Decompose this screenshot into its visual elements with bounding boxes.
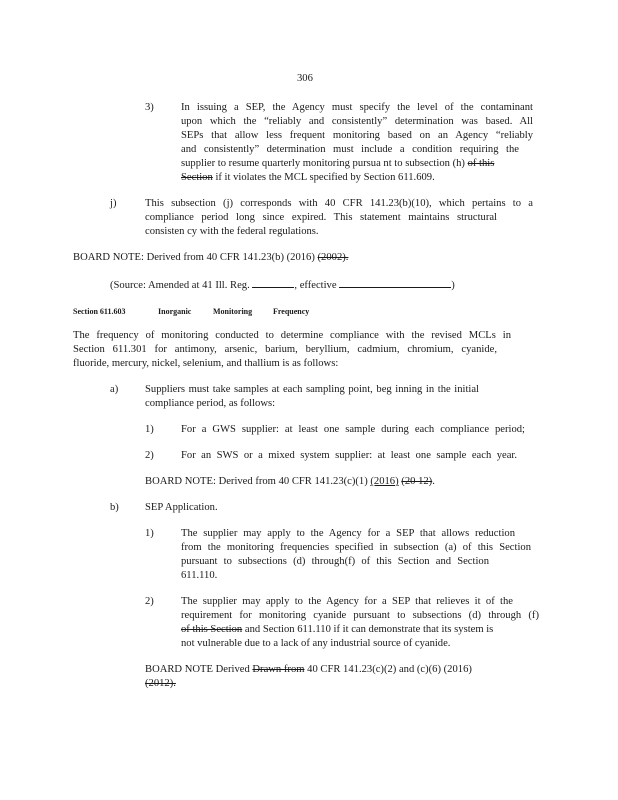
item-b-board-note-rest: 40 CFR 141.23(c)(2) and (c)(6) (2016) [307,664,472,675]
item-b2-line-3-text: and Section 611.110 if it can demonstrate that its system is [244,624,494,635]
item-a2-label: 2) [145,450,154,461]
item-b1-line-2: from the monitoring frequencies specified in subsection (a) of this Section [181,542,531,553]
item-b2-struck-text: of this Section [181,624,243,635]
item-b2-line-4: not vulnerable due to a lack of any industrial source of cyanide. [181,638,451,649]
item-j-line-2: compliance period long since expired. This statement maintains structural [145,212,497,223]
item-b1-line-1: The supplier may apply to the Agency for a SEP that allows reduction [181,528,515,539]
item-a-board-note-underlined: (2016) [370,476,399,487]
item-j-line-3: consisten cy with the federal regulations. [145,226,319,237]
source-suffix: ) [451,280,455,291]
item-3-struck-section: Section [181,172,213,183]
item-j-label: j) [110,198,117,209]
item-3-line-1: In issuing a SEP, the Agency must specify the level of the contaminant [181,102,533,113]
item-b-board-note-line-2 [145,677,176,692]
item-3-line-3: SEPs that allow less frequent monitoring based on an Agency “reliably [181,130,533,141]
item-b2-line-3 [181,623,493,638]
item-3-struck-text: of this [467,158,495,169]
board-note-1 [73,251,348,266]
item-a-line-2: compliance period, as follows: [145,398,276,409]
item-3-label: 3) [145,102,154,113]
section-heading-word-1: Inorganic [158,307,192,316]
item-b-board-note [145,663,472,678]
item-a2-text: For an SWS or a mixed system supplier: at least one sample each year. [181,450,517,461]
effective-date-blank [339,277,451,288]
source-prefix: (Source: Amended at 41 Ill. Reg. [110,280,250,291]
item-a-line-1: Suppliers must take samples at each sampling point, beg inning in the initial [145,384,479,395]
source-middle: , effective [294,280,337,291]
item-b1-line-3: pursuant to subsections (d) through(f) of this Section and Section [181,556,489,567]
intro-line-1: The frequency of monitoring conducted to determine compliance with the revised MCLs in [73,330,511,341]
item-b-board-note-prefix: BOARD NOTE Derived [145,664,250,675]
board-note-1-struck: (2002). [317,252,349,263]
item-b1-label: 1) [145,528,154,539]
section-heading-word-3: Frequency [273,307,310,316]
item-b2-label: 2) [145,596,154,607]
item-3-line-5-text: supplier to resume quarterly monitoring pursua nt to subsection (h) [181,158,465,169]
board-note-1-text: BOARD NOTE: Derived from 40 CFR 141.23(b) (2016) [73,252,315,263]
reg-blank [252,277,294,288]
item-a-board-note [145,475,435,490]
item-3-line-6 [181,171,435,186]
intro-line-3: fluoride, mercury, nickel, selenium, and thallium is as follows: [73,358,339,369]
page-number: 306 [297,73,313,84]
intro-line-2: Section 611.301 for antimony, arsenic, barium, beryllium, cadmium, chromium, cyanide, [73,344,497,355]
item-b-label: b) [110,502,119,513]
item-b-board-note-struck-year: (2012). [145,678,176,689]
item-a-board-note-text: BOARD NOTE: Derived from 40 CFR 141.23(c)(1) [145,476,368,487]
section-heading-word-2: Monitoring [213,307,253,316]
item-b1-line-4: 611.110. [181,570,218,581]
item-a-board-note-end: . [432,476,435,487]
item-b2-line-2: requirement for monitoring cyanide pursuant to subsections (d) through (f) [181,610,539,621]
item-3-line-4: and consistently” determination must include a condition requiring the [181,144,519,155]
item-a1-text: For a GWS supplier: at least one sample during each compliance period; [181,424,525,435]
item-j-line-1: This subsection (j) corresponds with 40 CFR 141.23(b)(10), which pertains to a [145,198,533,209]
item-3-line-5 [181,157,494,172]
item-b-board-note-struck: Drawn from [252,664,305,675]
item-a1-label: 1) [145,424,154,435]
item-b2-line-1: The supplier may apply to the Agency for a SEP that relieves it of the [181,596,513,607]
item-b-title: SEP Application. [145,502,218,513]
item-a-board-note-struck: (20 12) [401,476,433,487]
item-a-label: a) [110,384,119,395]
item-3-line-2: upon which the “reliably and consistently” determination was based. All [181,116,533,127]
item-3-line-6-text: if it violates the MCL specified by Section 611.609. [215,172,435,183]
source-line [110,277,455,294]
section-number: Section 611.603 [73,307,126,316]
